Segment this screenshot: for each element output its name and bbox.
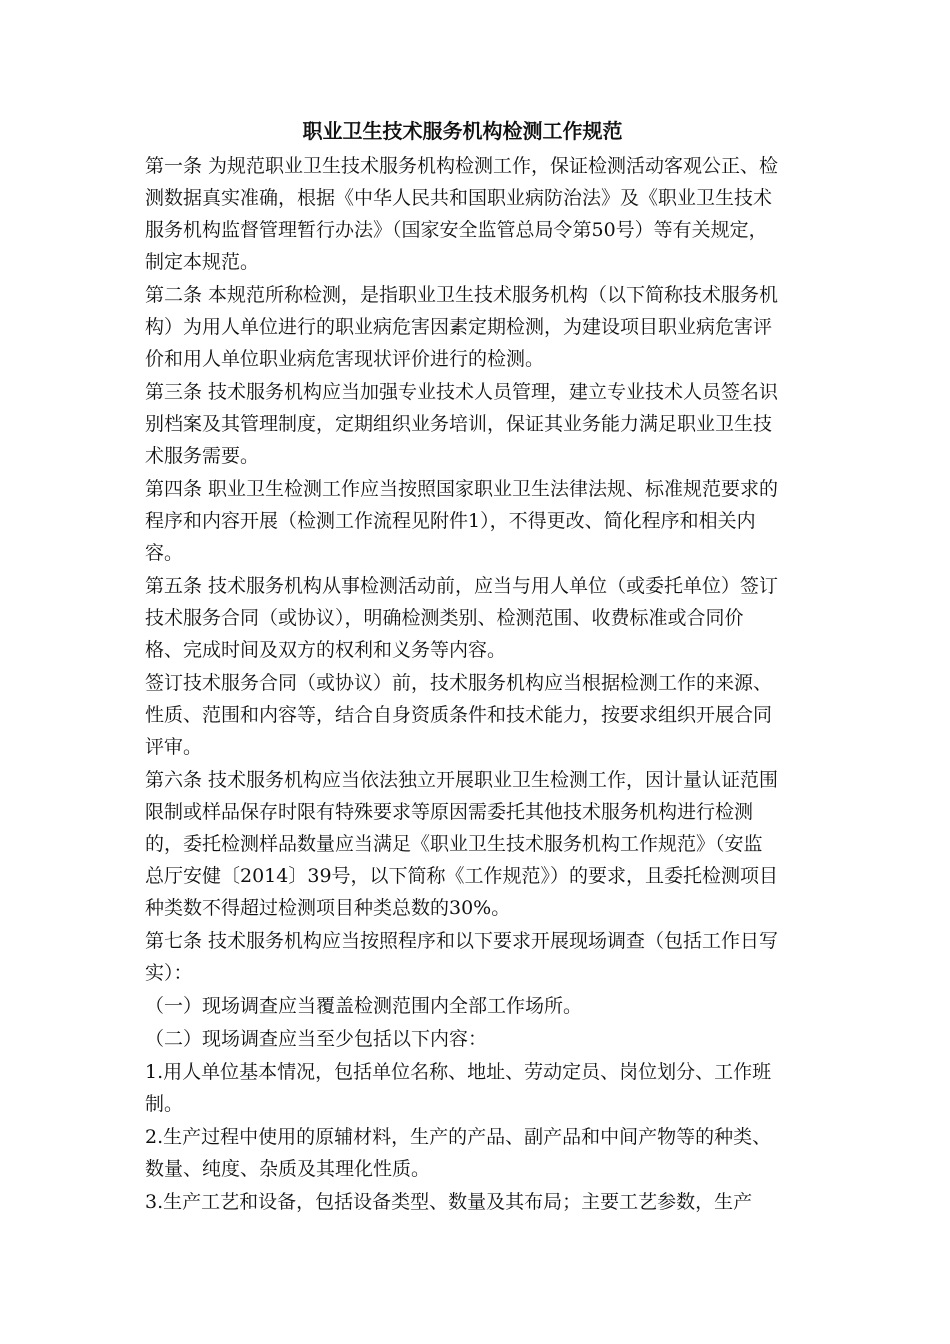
paragraph-subitem-3: 3.生产工艺和设备，包括设备类型、数量及其布局；主要工艺参数，生产 [145,1191,753,1213]
paragraph-article-2: 第二条 本规范所称检测，是指职业卫生技术服务机构（以下简称技术服务机构）为用人单位进行的职业病危害因素定期检测，为建设项目职业病危害评价和用人单位职业病危害现状评价进行的检测。 [145,284,779,370]
paragraph-item-1: （一）现场调查应当覆盖检测范围内全部工作场所。 [145,995,583,1017]
paragraph-article-6: 第六条 技术服务机构应当依法独立开展职业卫生检测工作，因计量认证范围限制或样品保存时限有特殊要求等原因需委托其他技术服务机构进行检测的，委托检测样品数量应当满足《职业卫生技术服务机构工作规范》（安监总厅安健〔2014〕39号，以下简称《工作规范》）的要求，且委托检测项目种类数不得超过检测项目种类总数的30%。 [145,769,779,919]
paragraph-article-4: 第四条 职业卫生检测工作应当按照国家职业卫生法律法规、标准规范要求的程序和内容开展（检测工作流程见附件1），不得更改、简化程序和相关内容。 [145,478,779,564]
paragraph-subitem-2: 2.生产过程中使用的原辅材料，生产的产品、副产品和中间产物等的种类、数量、纯度、杂质及其理化性质。 [145,1126,772,1180]
document-body [145,150,780,1219]
paragraph-article-1: 第一条 为规范职业卫生技术服务机构检测工作，保证检测活动客观公正、检测数据真实准确，根据《中华人民共和国职业病防治法》及《职业卫生技术服务机构监督管理暂行办法》（国家安全监管总局令第50号）等有关规定，制定本规范。 [145,155,779,273]
paragraph-item-2: （二）现场调查应当至少包括以下内容： [145,1028,488,1050]
paragraph-article-3: 第三条 技术服务机构应当加强专业技术人员管理，建立专业技术人员签名识别档案及其管理制度，定期组织业务培训，保证其业务能力满足职业卫生技术服务需要。 [145,381,779,467]
paragraph-article-7: 第七条 技术服务机构应当按照程序和以下要求开展现场调查（包括工作日写实）： [145,930,779,984]
paragraph-subitem-1: 1.用人单位基本情况，包括单位名称、地址、劳动定员、岗位划分、工作班制。 [145,1061,772,1115]
document-title: 职业卫生技术服务机构检测工作规范 [302,119,623,143]
paragraph-article-5: 第五条 技术服务机构从事检测活动前，应当与用人单位（或委托单位）签订技术服务合同（或协议），明确检测类别、检测范围、收费标准或合同价格、完成时间及双方的权利和义务等内容。 [145,575,779,661]
paragraph-contract-review: 签订技术服务合同（或协议）前，技术服务机构应当根据检测工作的来源、性质、范围和内容等，结合自身资质条件和技术能力，按要求组织开展合同评审。 [145,672,773,758]
